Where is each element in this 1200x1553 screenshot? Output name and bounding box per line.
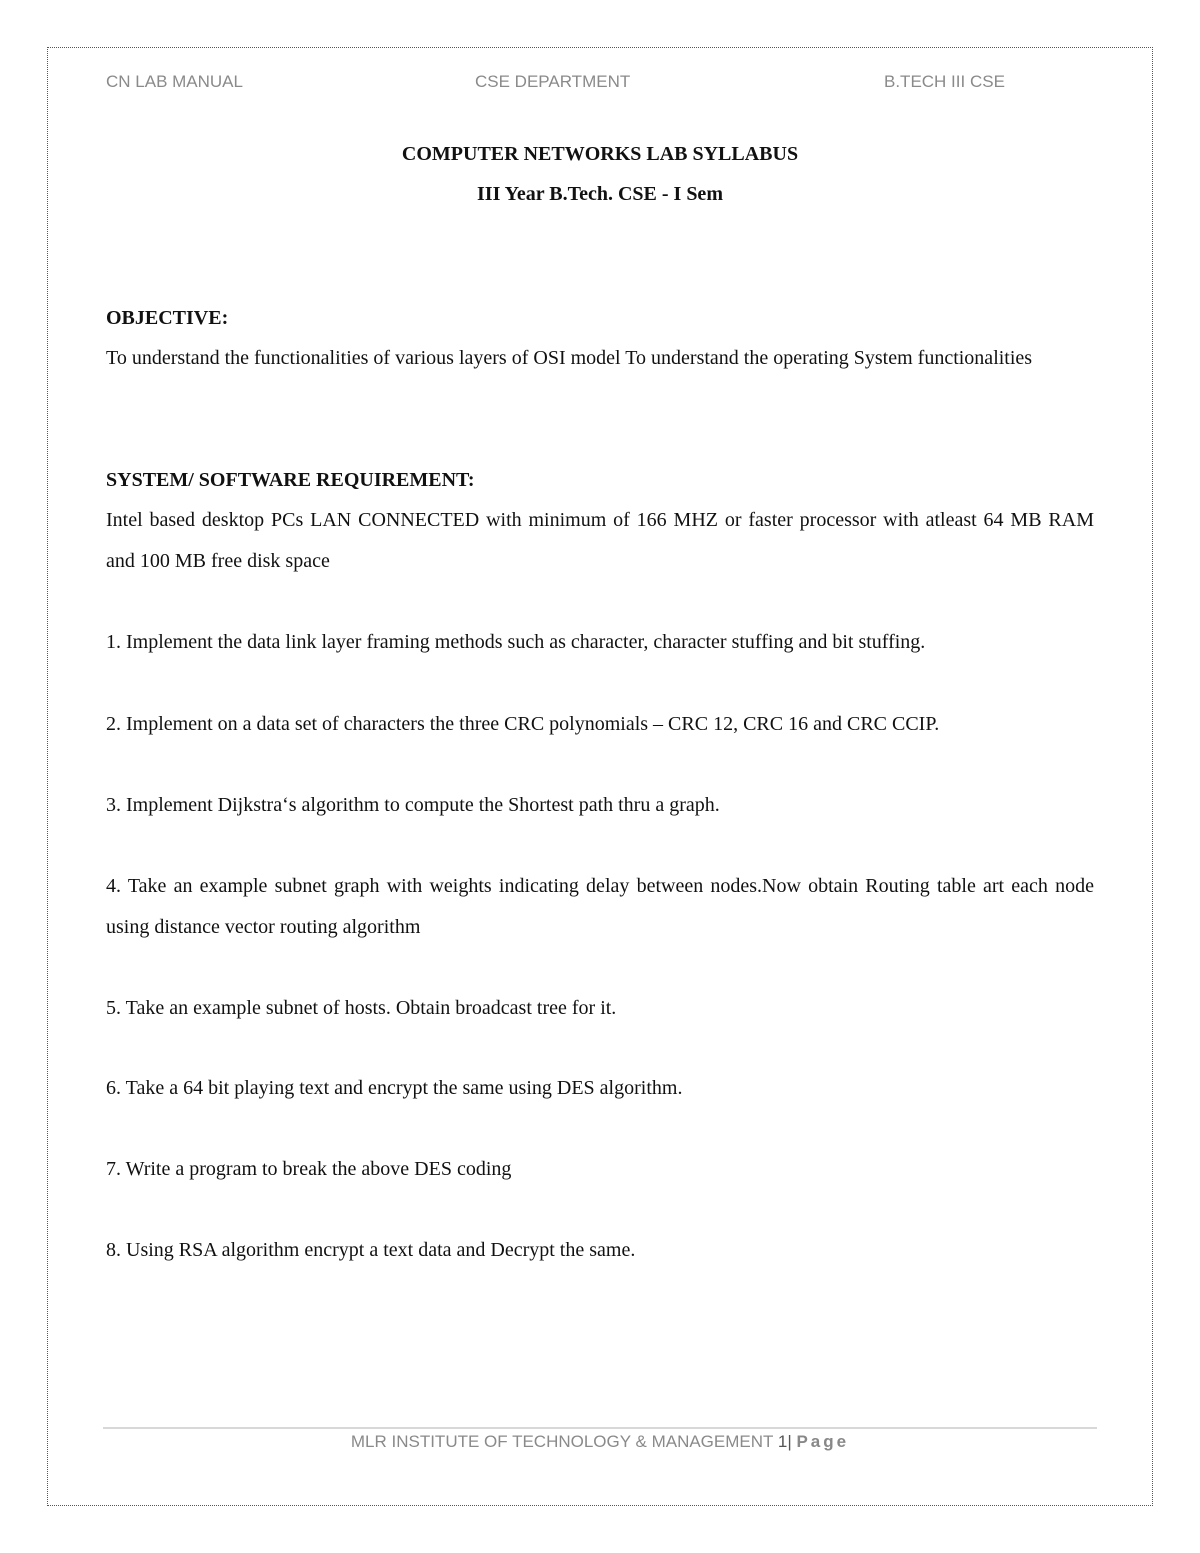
experiment-item: 5. Take an example subnet of hosts. Obtain broadcast tree for it.	[106, 997, 617, 1019]
footer-page-number: 1	[777, 1432, 788, 1451]
page-border	[47, 47, 1153, 1506]
requirements-text: Intel based desktop PCs LAN CONNECTED with minimum of 166 MHZ or faster processor with atleast 64 MB RAM and 100 MB free disk space	[106, 509, 1094, 572]
experiment-item: 7. Write a program to break the above DES coding	[106, 1158, 512, 1180]
header-center: CSE DEPARTMENT	[475, 72, 631, 91]
page-subtitle: III Year B.Tech. CSE - I Sem	[477, 183, 723, 205]
objective-heading: OBJECTIVE:	[106, 307, 229, 329]
footer-page-label: Page	[796, 1432, 850, 1451]
footer-divider	[103, 1427, 1097, 1429]
experiment-item: 4. Take an example subnet graph with weights indicating delay between nodes.Now obtain Routing table art each node using distance vector routing algorithm	[106, 875, 1094, 938]
experiment-item: 6. Take a 64 bit playing text and encrypt the same using DES algorithm.	[106, 1077, 683, 1099]
footer-separator: |	[787, 1432, 792, 1451]
footer-institute: MLR INSTITUTE OF TECHNOLOGY & MANAGEMENT	[350, 1432, 774, 1451]
experiment-item: 1. Implement the data link layer framing methods such as character, character stuffing and bit stuffing.	[106, 631, 926, 653]
experiment-item: 2. Implement on a data set of characters the three CRC polynomials – CRC 12, CRC 16 and CRC CCIP.	[106, 713, 940, 735]
requirements-heading: SYSTEM/ SOFTWARE REQUIREMENT:	[106, 469, 475, 491]
header-left: CN LAB MANUAL	[106, 72, 243, 91]
page-footer	[0, 1432, 1200, 1452]
objective-text: To understand the functionalities of various layers of OSI model To understand the operating System functionalities	[106, 347, 1033, 369]
page-title: COMPUTER NETWORKS LAB SYLLABUS	[401, 143, 799, 165]
experiment-item: 8. Using RSA algorithm encrypt a text data and Decrypt the same.	[106, 1239, 636, 1261]
header-right: B.TECH III CSE	[884, 72, 1005, 91]
experiment-item: 3. Implement Dijkstra‘s algorithm to compute the Shortest path thru a graph.	[106, 794, 720, 816]
